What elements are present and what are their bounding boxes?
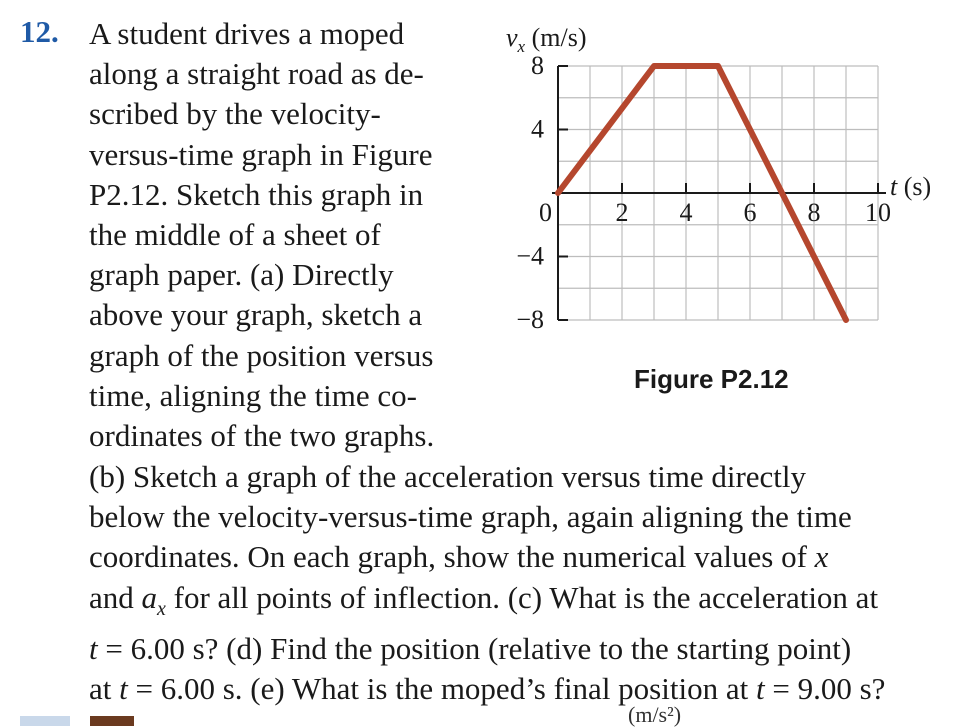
text-line: above your graph, sketch a [89,297,423,333]
problem-number: 12. [20,14,59,49]
next-problem-cutoff [0,702,968,727]
text-line: along a straight road as de- [89,56,424,92]
text-run: and [89,579,142,615]
problem-text-left [89,14,461,456]
y-axis-label-sub: x [517,37,526,56]
text-line [89,578,939,629]
text-line: time, aligning the time co- [89,377,417,413]
text-run: at [89,671,120,707]
var-x: x [814,539,829,575]
y-tick-label: 4 [531,114,544,144]
var-a-subscript: x [157,597,166,620]
x-tick-label: 10 [865,198,891,227]
text-line: the middle of a sheet of [89,217,381,253]
y-axis-label-unit: (m/s) [525,23,587,52]
var-t: t [119,671,128,707]
var-t: t [89,630,98,666]
text-line [89,537,939,577]
x-tick-label: 2 [615,198,629,227]
text-run: = 9.00 s? [764,671,886,707]
figure-caption: Figure P2.12 [634,364,789,394]
x-axis-label-var: t [890,172,898,201]
y-axis-label [506,23,586,56]
cutoff-icon-block [90,716,134,726]
text-line: (b) Sketch a graph of the acceleration versus time directly [89,459,807,494]
x-axis-label-unit: (s) [897,172,932,201]
text-run: = 6.00 s. (e) What is the moped’s final position at [127,671,756,707]
text-run: for all points of inflection. (c) What is the acceleration at [165,579,879,615]
text-line [89,669,939,709]
text-run: = 6.00 s? (d) Find the position (relative to the starting point) [97,630,852,666]
x-tick-label: 4 [679,198,693,227]
y-tick-label: 8 [531,51,544,80]
problem-text-bottom [89,457,939,709]
text-line: scribed by the velocity- [89,96,381,132]
var-t: t [755,671,765,707]
y-axis-label-var: v [506,23,518,52]
chart-axes [552,66,886,320]
x-tick-label: 6 [743,198,757,227]
y-tick-label: −4 [516,241,544,271]
text-line: versus-time graph in Figure [89,136,433,172]
var-a: a [141,579,158,615]
text-run: coordinates. On each graph, show the numerical values of [89,539,815,575]
text-line [89,629,939,669]
velocity-time-chart [480,10,950,350]
y-tick-label: 0 [539,198,552,227]
y-tick-label: −8 [516,305,544,334]
text-line: P2.12. Sketch this graph in [89,176,424,212]
text-line: A student drives a moped [89,16,405,51]
text-line: graph of the position versus [89,337,434,373]
x-axis-label [890,172,931,201]
cutoff-text-fragment: (m/s²) [628,702,682,727]
cutoff-number-block [20,716,70,726]
text-line: below the velocity-versus-time graph, again aligning the time [89,499,852,535]
text-line: ordinates of the two graphs. [89,418,435,454]
x-tick-label: 8 [807,198,821,227]
text-line: graph paper. (a) Directly [89,257,394,293]
